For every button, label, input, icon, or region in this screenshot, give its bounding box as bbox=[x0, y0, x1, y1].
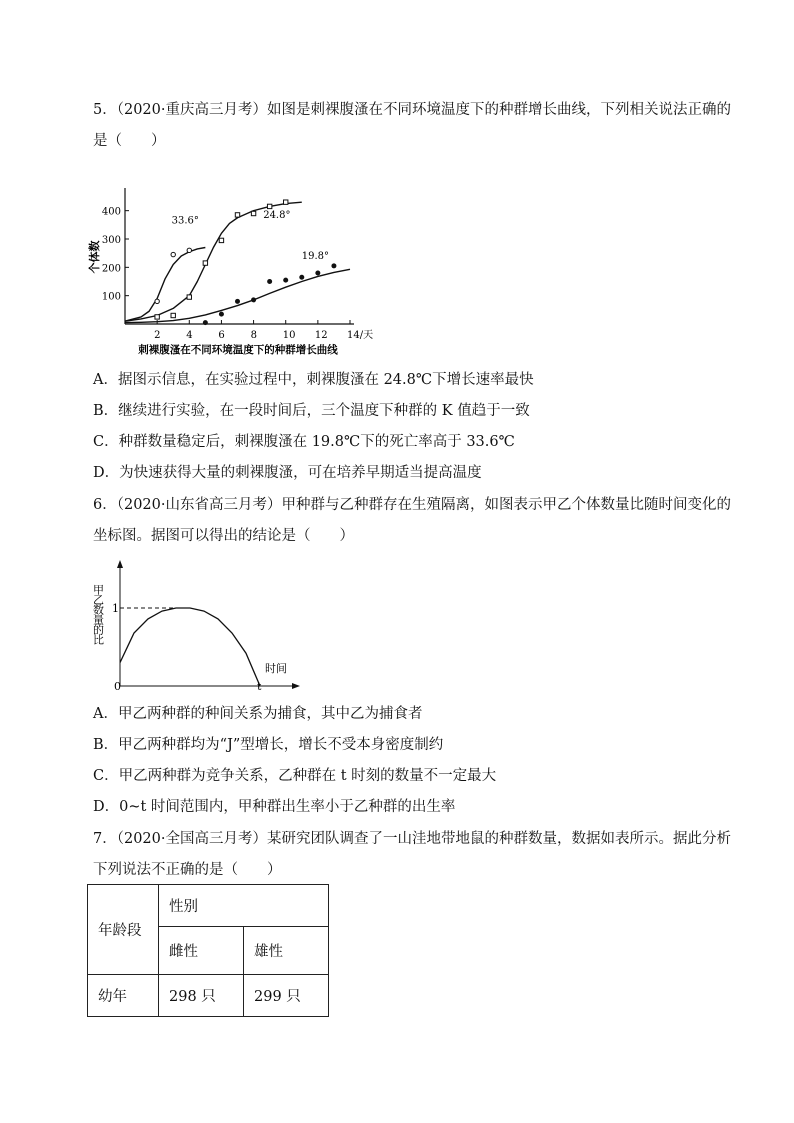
chart6-t-label: t bbox=[257, 680, 262, 693]
chart5-point bbox=[171, 313, 175, 317]
q5-option-d[interactable]: D．为快速获得大量的刺裸腹溞，可在培养早期适当提高温度 bbox=[93, 465, 482, 481]
q7-stem-line2: 下列说法不正确的是（ ） bbox=[93, 862, 282, 878]
chart5-y-tick-label: 200 bbox=[101, 263, 121, 275]
chart5-point bbox=[251, 211, 255, 215]
header-age: 年龄段 bbox=[88, 885, 159, 975]
table-row bbox=[88, 975, 329, 1017]
chart5-point bbox=[284, 200, 288, 204]
q5-option-b[interactable]: B．继续进行实验，在一段时间后，三个温度下种群的 K 值趋于一致 bbox=[93, 403, 530, 419]
chart5-x-tick-label: 12 bbox=[314, 330, 328, 341]
chart5-point bbox=[171, 252, 175, 256]
population-growth-chart bbox=[88, 183, 378, 358]
q5-stem-line2: 是（ ） bbox=[93, 133, 166, 149]
chart5-y-tick-label: 300 bbox=[101, 235, 121, 246]
chart5-x-tick-label: 14/天 bbox=[347, 330, 374, 341]
chart5-x-tick-label: 4 bbox=[186, 330, 193, 341]
chart5-point bbox=[219, 312, 224, 317]
q6-stem-line2: 坐标图。据图可以得出的结论是（ ） bbox=[93, 528, 354, 544]
chart5-series-label: 24.8° bbox=[263, 209, 291, 221]
q7-stem-line1: 7．（2020·全国高三月考）某研究团队调查了一山洼地带地鼠的种群数量，数据如表所示。据此分析 bbox=[93, 831, 731, 847]
chart6-x-arrow bbox=[292, 683, 300, 689]
chart5-ylabel: 个体数 bbox=[88, 240, 101, 274]
chart6-y-tick-1: 1 bbox=[112, 602, 119, 615]
cell-female: 298 只 bbox=[159, 975, 244, 1017]
q6-option-b[interactable]: B．甲乙两种群均为“J”型增长，增长不受本身密度制约 bbox=[93, 737, 444, 753]
q6-option-d[interactable]: D．0~t 时间范围内，甲种群出生率小于乙种群的出生率 bbox=[93, 799, 456, 815]
q5-stem-line1: 5．（2020·重庆高三月考）如图是刺裸腹溞在不同环境温度下的种群增长曲线，下列相关说法正确的 bbox=[93, 102, 731, 118]
chart5-point bbox=[283, 278, 288, 283]
q6-option-c[interactable]: C．甲乙两种群为竞争关系，乙种群在 t 时刻的数量不一定最大 bbox=[93, 768, 497, 784]
q5-option-a[interactable]: A．据图示信息，在实验过程中，刺裸腹溞在 24.8℃下增长速率最快 bbox=[93, 372, 534, 388]
chart5-title: 刺裸腹溞在不同环境温度下的种群增长曲线 bbox=[138, 344, 338, 356]
chart5-point bbox=[299, 275, 304, 280]
chart5-x-tick-label: 10 bbox=[282, 330, 296, 341]
chart6-ratio-curve bbox=[120, 608, 260, 686]
chart5-series-label: 19.8° bbox=[301, 250, 330, 262]
chart5-x-tick-label: 6 bbox=[218, 330, 225, 341]
chart5-point bbox=[155, 299, 159, 303]
cell-male: 299 只 bbox=[244, 975, 329, 1017]
chart5-point bbox=[203, 320, 208, 325]
chart5-point bbox=[219, 238, 223, 242]
chart5-point bbox=[155, 315, 159, 319]
chart6-origin-label: 0 bbox=[114, 680, 121, 693]
chart5-point bbox=[235, 299, 240, 304]
chart5-point bbox=[251, 297, 256, 302]
chart5-point bbox=[187, 295, 191, 299]
population-table bbox=[87, 884, 329, 1017]
chart5-point bbox=[315, 271, 320, 276]
header-female: 雌性 bbox=[159, 927, 244, 975]
chart5-point bbox=[187, 248, 191, 252]
chart6-ylabel: 甲乙数量的比 bbox=[91, 584, 105, 644]
header-sex: 性别 bbox=[159, 885, 329, 927]
chart5-series-label: 33.6° bbox=[171, 215, 199, 227]
q5-option-c[interactable]: C．种群数量稳定后，刺裸腹溞在 19.8℃下的死亡率高于 33.6℃ bbox=[93, 434, 515, 450]
chart5-point bbox=[203, 261, 207, 265]
chart5-y-tick-label: 400 bbox=[101, 206, 121, 218]
chart5-point bbox=[267, 204, 271, 208]
chart5-y-tick-label: 100 bbox=[101, 291, 121, 303]
cell-age: 幼年 bbox=[88, 975, 159, 1017]
chart6-y-arrow bbox=[117, 560, 123, 568]
chart5-point bbox=[331, 263, 336, 268]
q6-stem-line1: 6．（2020·山东省高三月考）甲种群与乙种群存在生殖隔离，如图表示甲乙个体数量比随时间变化的 bbox=[93, 497, 731, 513]
chart5-curve-series bbox=[125, 248, 205, 322]
ratio-time-chart bbox=[91, 556, 308, 696]
chart5-x-tick-label: 2 bbox=[154, 330, 161, 341]
header-male: 雄性 bbox=[244, 927, 329, 975]
chart5-point bbox=[235, 213, 239, 217]
chart5-point bbox=[267, 279, 272, 284]
chart6-xlabel: 时间 bbox=[265, 662, 287, 675]
chart5-x-tick-label: 8 bbox=[250, 330, 257, 341]
q6-option-a[interactable]: A．甲乙两种群的种间关系为捕食，其中乙为捕食者 bbox=[93, 706, 423, 722]
